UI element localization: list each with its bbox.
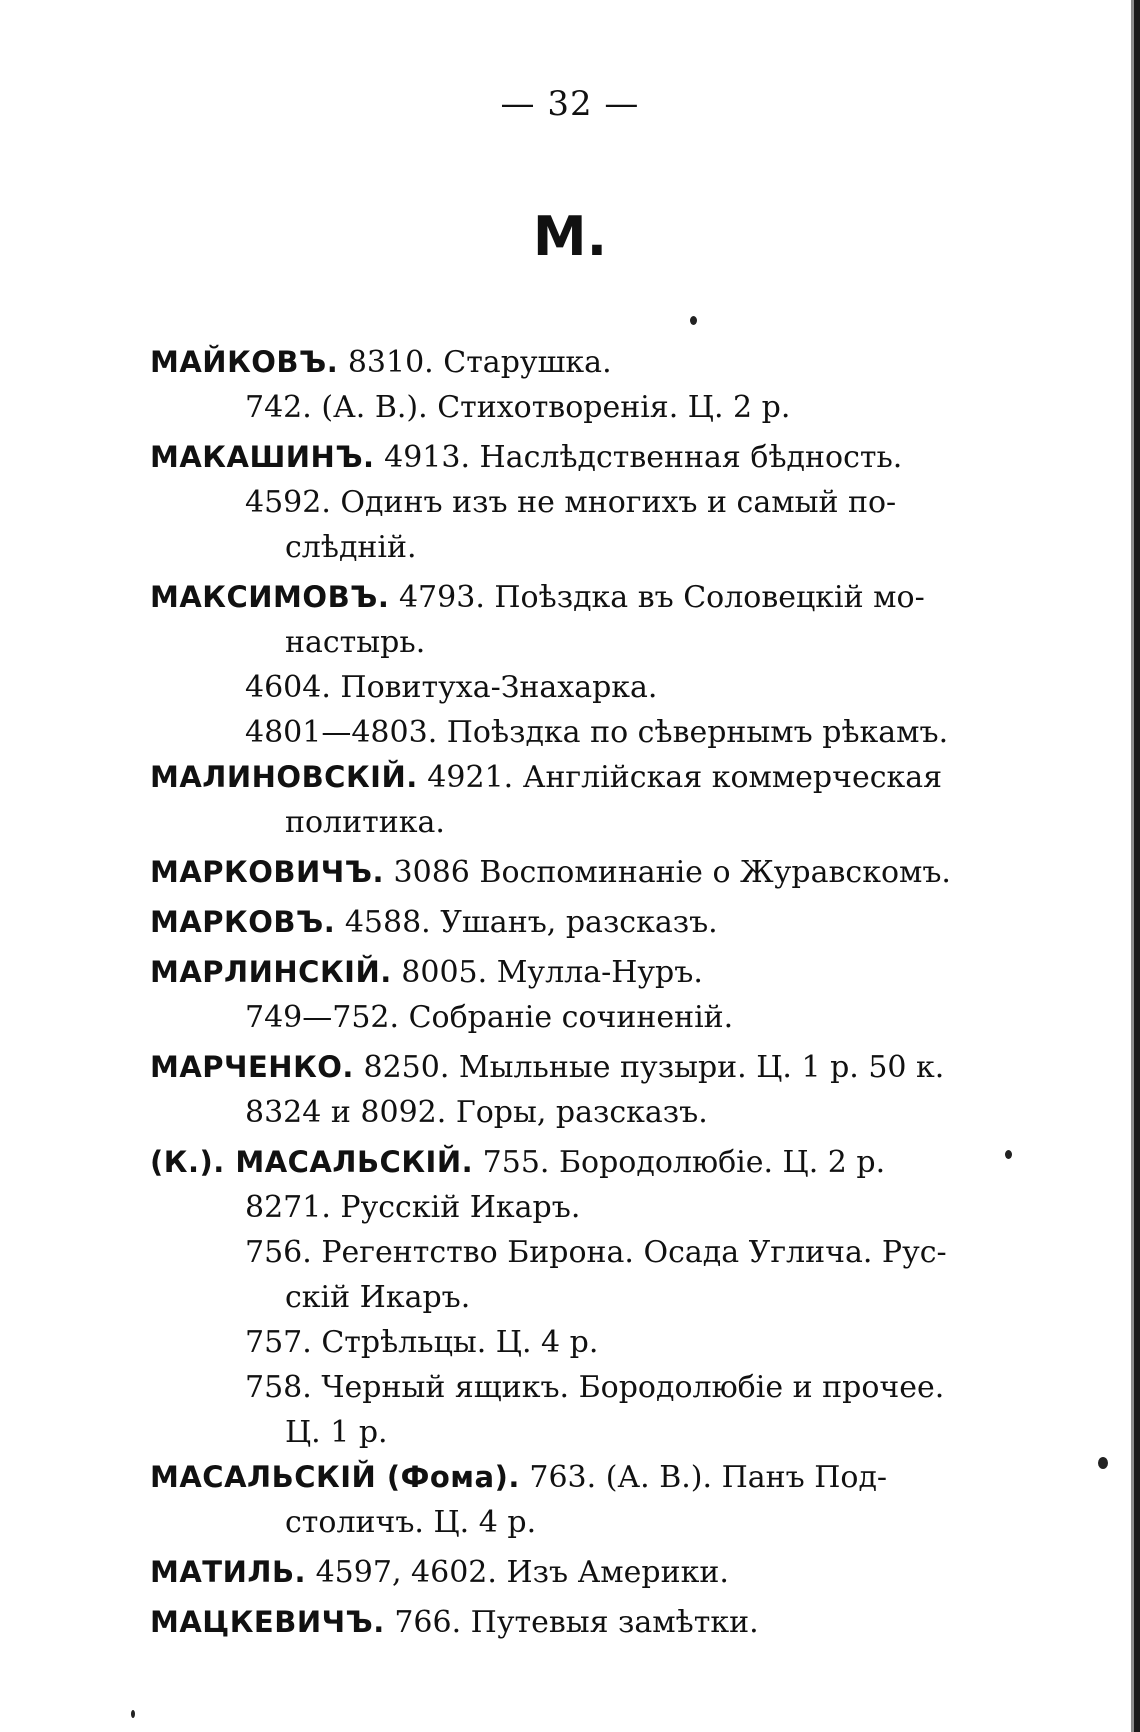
section-letter-heading: M.: [532, 205, 608, 268]
entry-text: 8271. Русскій Икаръ.: [245, 1190, 581, 1225]
entry-line-maksimov-2: [150, 620, 1002, 665]
entry-text: 4793. Поѣздка въ Соловецкій мо-: [389, 580, 925, 615]
entry-text: Ц. 1 р.: [285, 1415, 388, 1450]
entry-text: 766. Путевыя замѣтки.: [384, 1605, 759, 1640]
entry-text: скій Икаръ.: [285, 1280, 471, 1315]
entry-line-maikov-2: [150, 385, 1002, 430]
entry-line-markovich: [150, 850, 1002, 895]
entry-text: 4913. Наслѣдственная бѣдность.: [374, 440, 903, 475]
author-heading: МАРКОВИЧЪ.: [150, 855, 384, 889]
entry-line-matskevich: [150, 1600, 1002, 1645]
author-heading: МАЛИНОВСКІЙ.: [150, 760, 418, 794]
entry-text: 3086 Воспоминаніе о Журавскомъ.: [383, 855, 951, 890]
entry-text: 755. Бородолюбіе. Ц. 2 р.: [473, 1145, 886, 1180]
entry-line-makashin-3: [150, 525, 1002, 570]
ink-speck: [1098, 1457, 1108, 1469]
entry-text: 4588. Ушанъ, разсказъ.: [335, 905, 718, 940]
entry-line-makashin-2: [150, 480, 1002, 525]
entry-text: 4604. Повитуха-Знахарка.: [245, 670, 658, 705]
entry-line-marlinsky: [150, 950, 1002, 995]
entry-text: 756. Регентство Бирона. Осада Углича. Рус-: [245, 1235, 947, 1270]
entry-line-marlinsky-2: [150, 995, 1002, 1040]
entry-line-masalsky-foma: [150, 1455, 1002, 1500]
entry-text: слѣдній.: [285, 530, 417, 565]
entry-line-masalsky-4: [150, 1275, 1002, 1320]
entry-line-malinovsky-2: [150, 800, 1002, 845]
entry-text: 763. (А. В.). Панъ Под-: [519, 1460, 888, 1495]
entry-line-masalsky-3: [150, 1230, 1002, 1275]
author-heading: МАЙКОВЪ.: [150, 345, 339, 379]
entry-line-maikov: [150, 340, 1002, 385]
entry-line-masalsky-5: [150, 1320, 1002, 1365]
entry-line-masalsky-2: [150, 1185, 1002, 1230]
entry-text: 742. (А. В.). Стихотворенія. Ц. 2 р.: [245, 390, 791, 425]
entry-text: 4592. Одинъ изъ не многихъ и самый по-: [245, 485, 897, 520]
author-heading: МАКАШИНЪ.: [150, 440, 375, 474]
entry-text: настырь.: [285, 625, 426, 660]
ink-speck: [131, 1710, 135, 1718]
entry-line-masalsky-6: [150, 1365, 1002, 1410]
entry-line-maksimov-4: [150, 710, 1002, 755]
author-heading: МАРЧЕНКО.: [150, 1050, 354, 1084]
entry-line-masalsky-foma-2: [150, 1500, 1002, 1545]
entry-text: 8005. Мулла-Нуръ.: [391, 955, 703, 990]
entry-line-marchenko: [150, 1045, 1002, 1090]
author-heading: МАРЛИНСКІЙ.: [150, 955, 392, 989]
entry-text: 8250. Мыльные пузыри. Ц. 1 р. 50 к.: [353, 1050, 945, 1085]
entry-line-masalsky-7: [150, 1410, 1002, 1455]
entry-text: политика.: [285, 805, 445, 840]
entry-line-markov: [150, 900, 1002, 945]
entry-text: 4597, 4602. Изъ Америки.: [306, 1555, 729, 1590]
author-heading: МАКСИМОВЪ.: [150, 580, 390, 614]
author-heading: (К.). МАСАЛЬСКІЙ.: [150, 1145, 474, 1179]
entry-line-maksimov: [150, 575, 1002, 620]
entry-line-marchenko-2: [150, 1090, 1002, 1135]
page-number: — 32 —: [500, 84, 640, 124]
entry-line-maksimov-3: [150, 665, 1002, 710]
author-heading: МАЦКЕВИЧЪ.: [150, 1605, 385, 1639]
author-heading: МАРКОВЪ.: [150, 905, 336, 939]
entry-text: 8324 и 8092. Горы, разсказъ.: [245, 1095, 708, 1130]
entry-line-matil: [150, 1550, 1002, 1595]
author-heading: МАТИЛЬ.: [150, 1555, 307, 1589]
author-heading: МАСАЛЬСКІЙ (Фома).: [150, 1460, 520, 1494]
entry-line-makashin: [150, 435, 1002, 480]
entry-line-masalsky: [150, 1140, 1002, 1185]
entry-line-malinovsky: [150, 755, 1002, 800]
entry-text: 757. Стрѣльцы. Ц. 4 р.: [245, 1325, 599, 1360]
entry-text: 749—752. Собраніе сочиненій.: [245, 1000, 734, 1035]
ink-speck: [690, 316, 697, 325]
entry-text: 758. Черный ящикъ. Бородолюбіе и прочее.: [245, 1370, 945, 1405]
entry-text: 4921. Англійская коммерческая: [417, 760, 943, 795]
entry-text: 8310. Старушка.: [338, 345, 612, 380]
entry-text: столичъ. Ц. 4 р.: [285, 1505, 537, 1540]
ink-speck: [1005, 1150, 1012, 1159]
entry-text: 4801—4803. Поѣздка по сѣвернымъ рѣкамъ.: [245, 715, 949, 750]
catalog-entries: [150, 340, 1002, 1645]
